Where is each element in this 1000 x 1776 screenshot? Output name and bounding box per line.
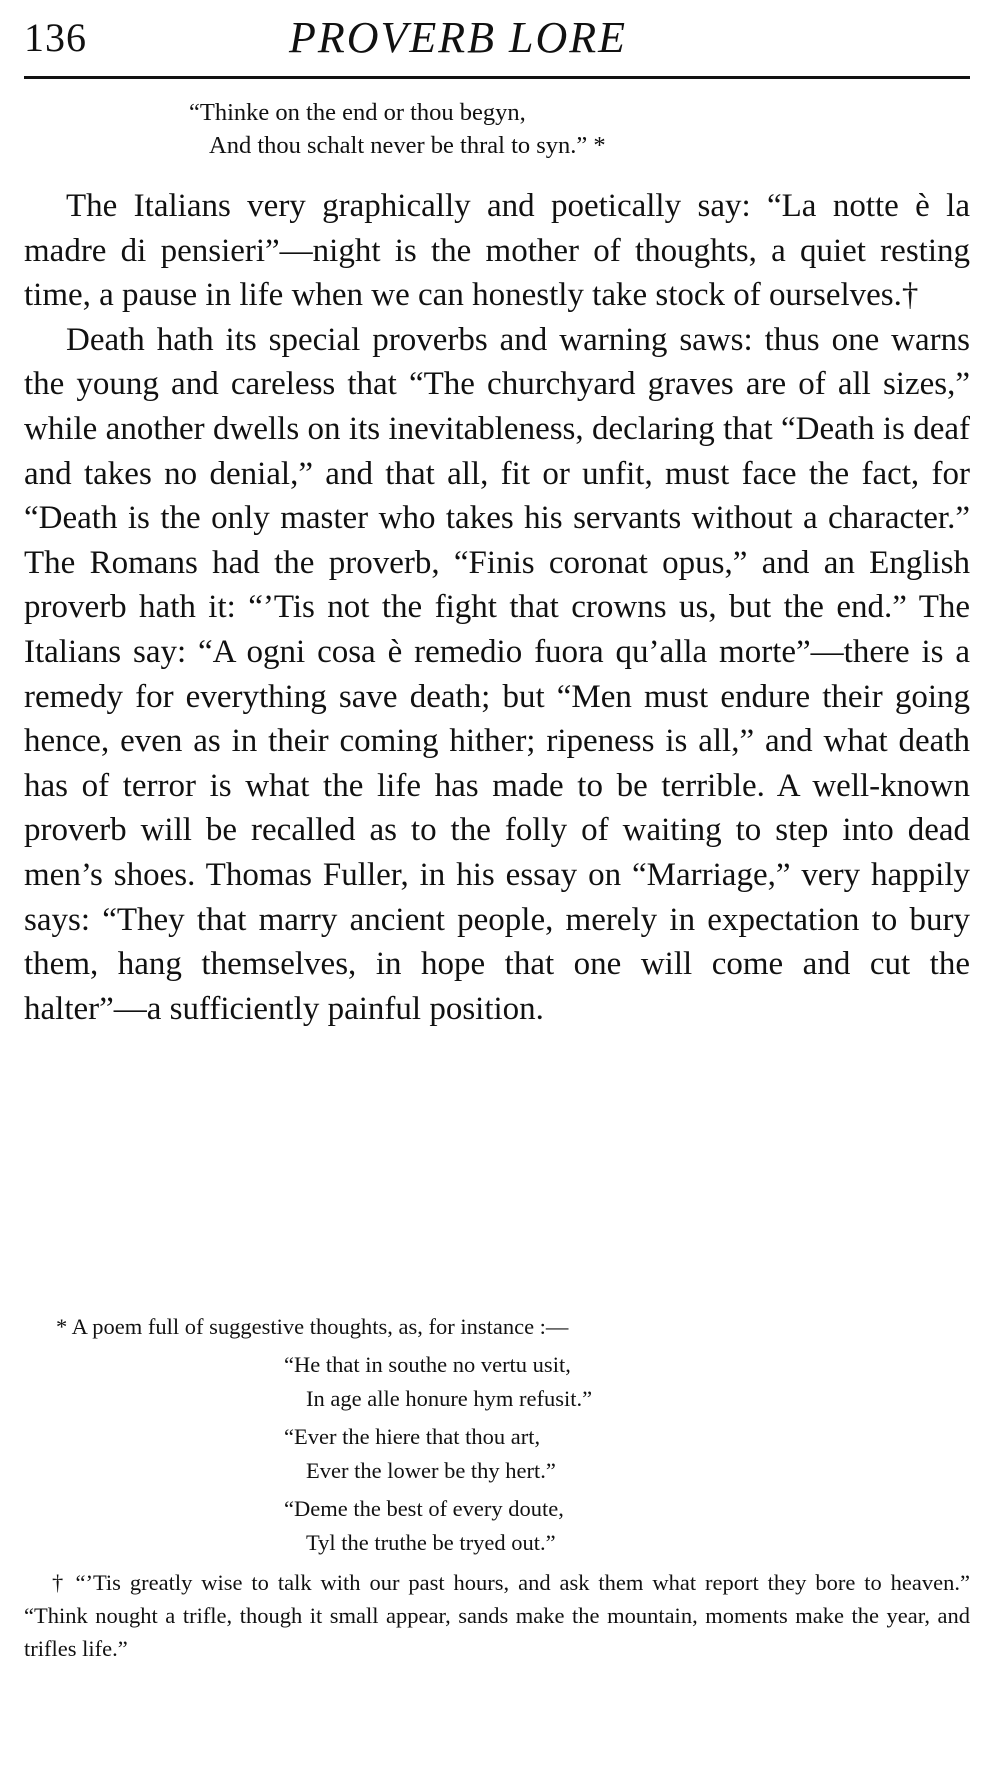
paragraph: The Italians very graphically and poetically say: “La notte è la madre di pensieri”—night is the mother of thoughts, a quiet resting time, a pause in life when we can honestly take stock of ourselves.† bbox=[24, 188, 970, 314]
verse-line: “Ever the hiere that thou art, bbox=[284, 1424, 541, 1449]
verse-line: Ever the lower be thy hert.” bbox=[306, 1458, 556, 1483]
page-number: 136 bbox=[24, 15, 87, 60]
header-rule bbox=[24, 76, 970, 79]
page-header bbox=[24, 0, 970, 76]
verse-line: In age alle honure hym refusit.” bbox=[306, 1386, 593, 1411]
book-page bbox=[24, 0, 970, 1661]
epigraph-line: And thou schalt never be thral to syn.” * bbox=[209, 132, 606, 159]
verse-line: “He that in southe no vertu usit, bbox=[284, 1352, 571, 1377]
body-text bbox=[24, 184, 970, 1031]
epigraph-line: “Thinke on the end or thou begyn, bbox=[189, 99, 526, 126]
footnote-verse bbox=[24, 1348, 970, 1416]
verse-line: “Deme the best of every doute, bbox=[284, 1496, 564, 1521]
paragraph: Death hath its special proverbs and warning saws: thus one warns the young and careless that “The churchyard graves are of all sizes,” while another dwells on its inevitableness, declaring that “Death is deaf and takes no denial,” and that all, fit or unfit, must face the fact, for “Death is the only master who takes his servants without a character.” The Romans had the proverb, “Finis coronat opus,” and an English proverb hath it: “’Tis not the fight that crowns us, but the end.” The Italians say: “A ogni cosa è remedio fuora qu’alla morte”—there is a remedy for everything save death; but “Men must endure their going hence, even as in their coming hither; ripeness is all,” and what death has of terror is what the life has made to be terrible. A well-known proverb will be recalled as to the folly of waiting to step into dead men’s shoes. Thomas Fuller, in his essay on “Marriage,” very happily says: “They that marry ancient people, merely in expectation to bury them, hang themselves, in hope that one will come and cut the halter”—a sufficiently painful position. bbox=[24, 321, 970, 1027]
footnote-star: * A poem full of suggestive thoughts, as, for instance :— bbox=[56, 1314, 569, 1339]
footnote-dagger: † “’Tis greatly wise to talk with our past hours, and ask them what report they bore to heaven.” “Think nought a trifle, though it small appear, sands make the mountain, moments make the year, and trifles life.” bbox=[24, 1570, 970, 1661]
footnote-verse bbox=[24, 1492, 970, 1560]
footnotes bbox=[24, 1310, 970, 1665]
verse-line: Tyl the truthe be tryed out.” bbox=[306, 1530, 556, 1555]
footnote-verse bbox=[24, 1420, 970, 1488]
epigraph bbox=[189, 96, 606, 162]
running-title: PROVERB LORE bbox=[289, 13, 628, 62]
